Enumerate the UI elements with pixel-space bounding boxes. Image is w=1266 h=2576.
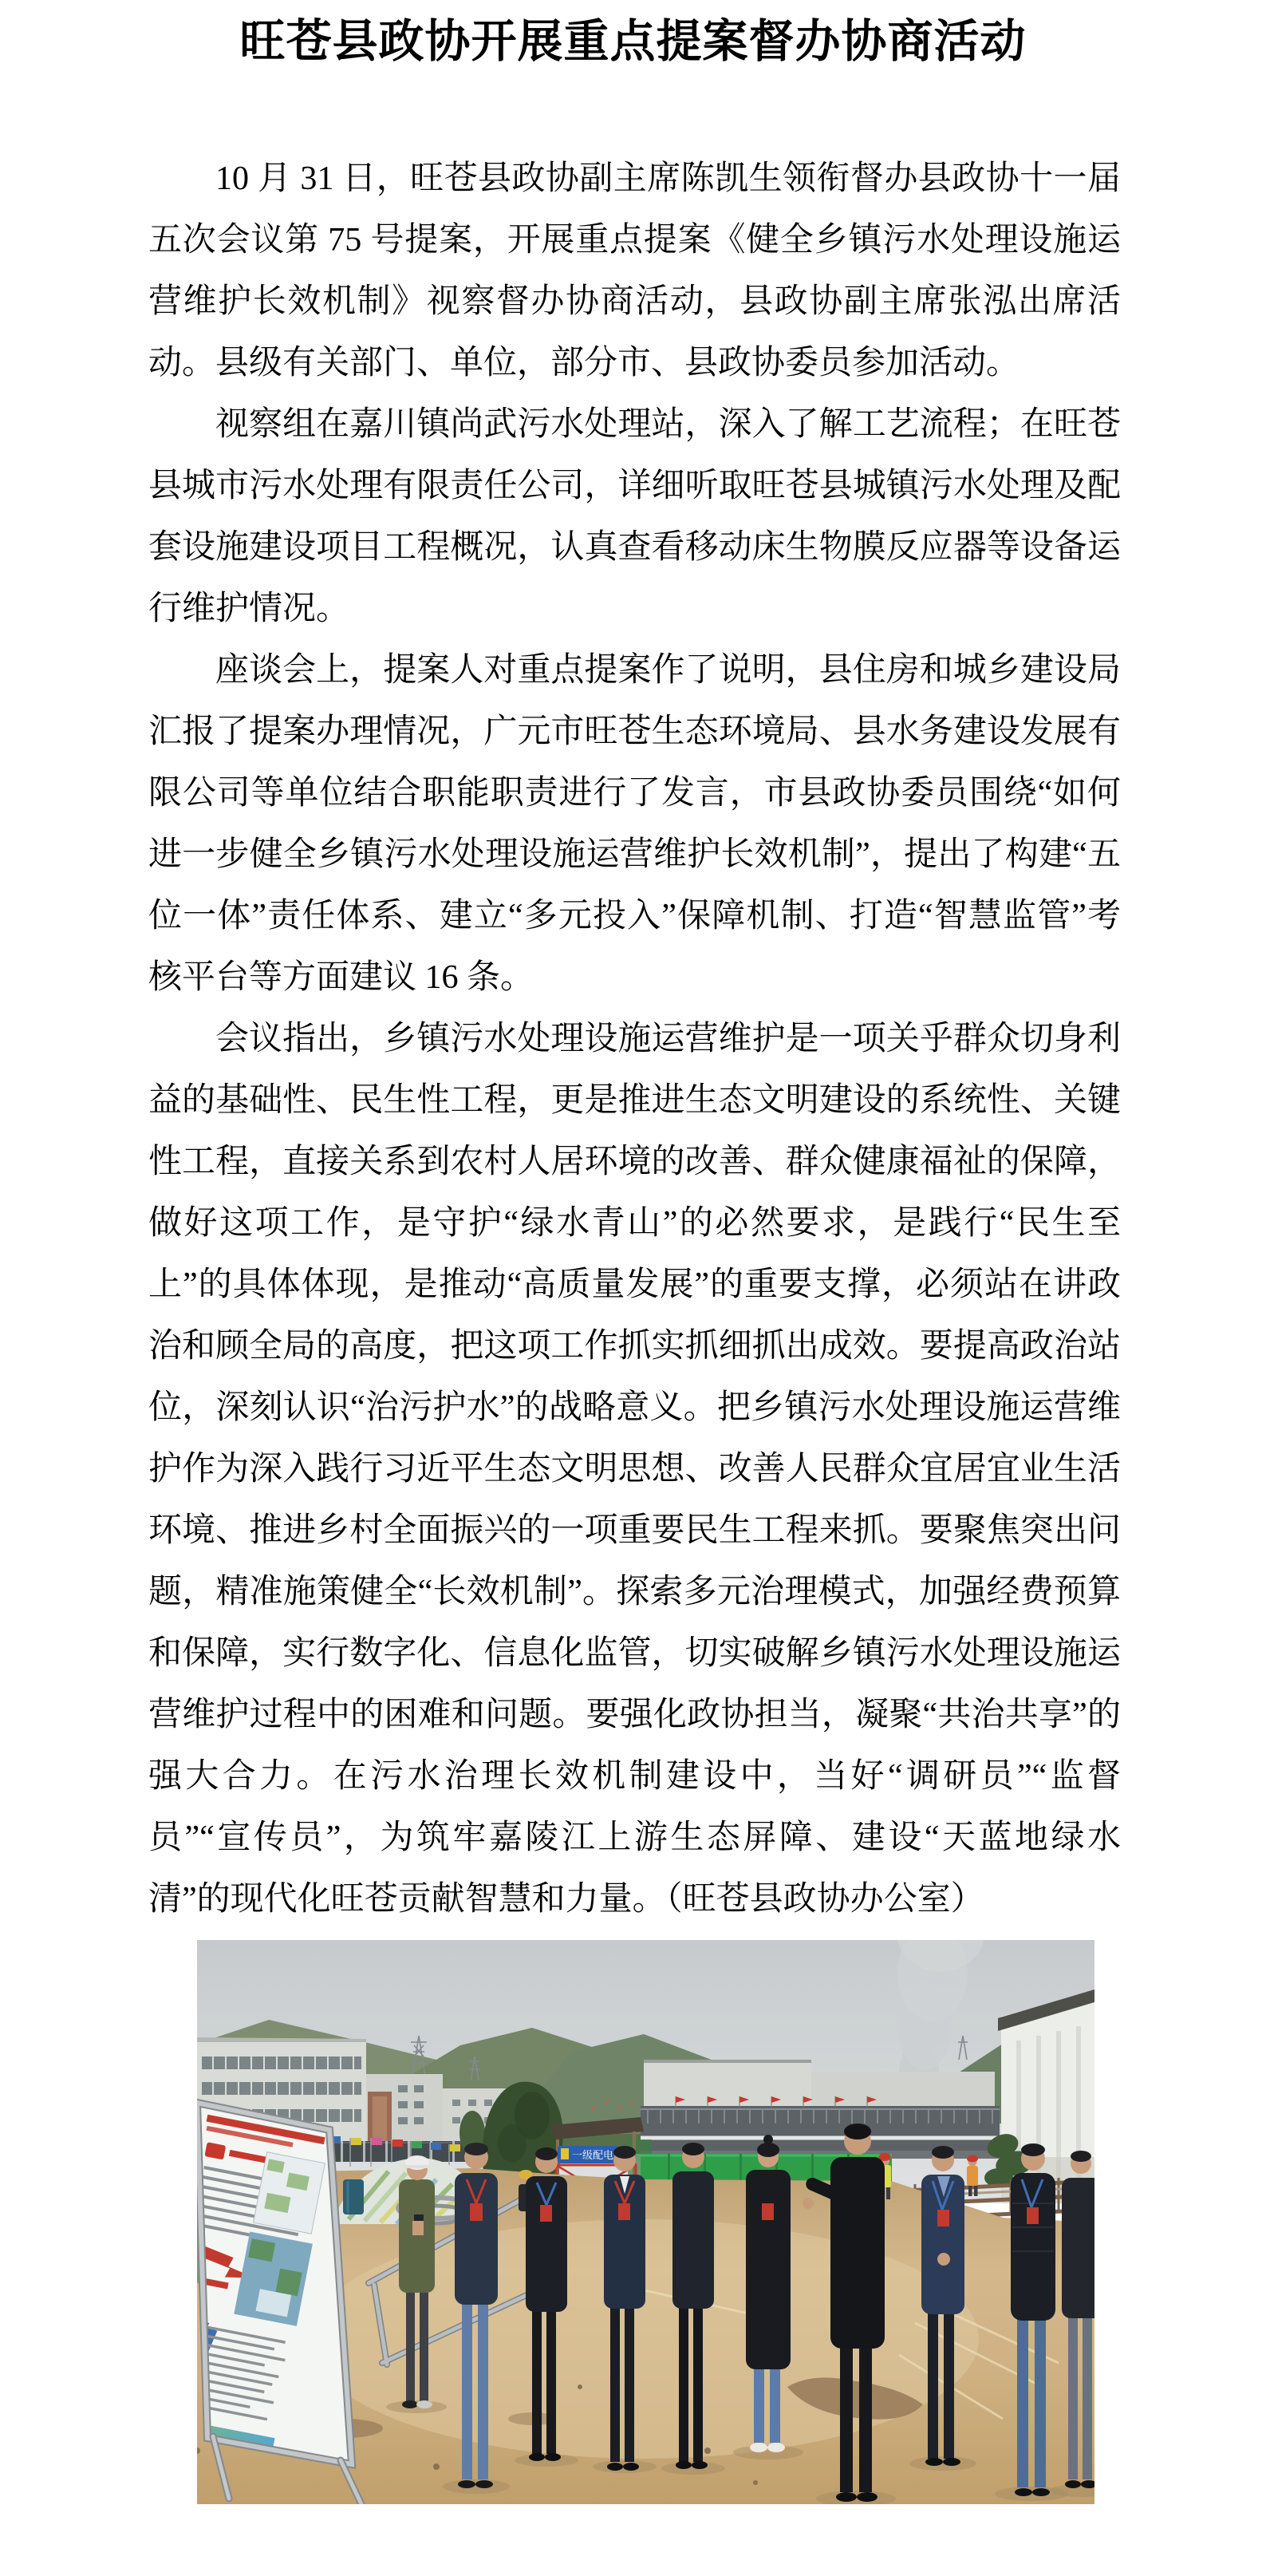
article-title: 旺苍县政协开展重点提案督办协商活动 (239, 17, 1027, 67)
paragraph-1: 10 月 31 日，旺苍县政协副主席陈凯生领衔督办县政协十一届五次会议第 75 号提案，开展重点提案《健全乡镇污水处理设施运营维护长效机制》视察督办协商活动，县政协副主席张泓出席活动。县级有关部门、单位，部分市、县政协委员参加活动。 (148, 160, 1121, 382)
paragraph-3: 座谈会上，提案人对重点提案作了说明，县住房和城乡建设局汇报了提案办理情况，广元市旺苍生态环境局、县水务建设发展有限公司等单位结合职能职责进行了发言，市县政协委员围绕“如何进一步健全乡镇污水处理设施运营维护长效机制”，提出了构建“五位一体”责任体系、建立“多元投入”保障机制、打造“智慧监管”考核平台等方面建议 16 条。 (148, 652, 1121, 997)
article-photo (197, 1940, 1094, 2504)
paragraph-2: 视察组在嘉川镇尚武污水处理站，深入了解工艺流程；在旺苍县城市污水处理有限责任公司，详细听取旺苍县城镇污水处理及配套设施建设项目工程概况，认真查看移动床生物膜反应器等设备运行维护情况。 (148, 406, 1121, 628)
blue-barrel (343, 2179, 364, 2214)
power-sign-label: 一级配电 (571, 2149, 614, 2162)
site-photo-illustration (197, 1940, 1094, 2504)
article-body (148, 148, 1121, 1930)
paragraph-4: 会议指出，乡镇污水处理设施运营维护是一项关乎群众切身利益的基础性、民生性工程，更是推进生态文明建设的系统性、关键性工程，直接关系到农村人居环境的改善、群众健康福祉的保障，做好这项工作，是守护“绿水青山”的必然要求，是践行“民生至上”的具体体现，是推动“高质量发展”的重要支撑，必须站在讲政治和顾全局的高度，把这项工作抓实抓细抓出成效。要提高政治站位，深刻认识“治污护水”的战略意义。把乡镇污水处理设施运营维护作为深入践行习近平生态文明思想、改善人民群众宜居宜业生活环境、推进乡村全面振兴的一项重要民生工程来抓。要聚焦突出问题，精准施策健全“长效机制”。探索多元治理模式，加强经费预算和保障，实行数字化、信息化监管，切实破解乡镇污水处理设施运营维护过程中的困难和问题。要强化政协担当，凝聚“共治共享”的强大合力。在污水治理长效机制建设中，当好“调研员”“监督员”“宣传员”，为筑牢嘉陵江上游生态屏障、建设“天蓝地绿水清”的现代化旺苍贡献智慧和力量。（旺苍县政协办公室） (148, 1021, 1121, 1918)
